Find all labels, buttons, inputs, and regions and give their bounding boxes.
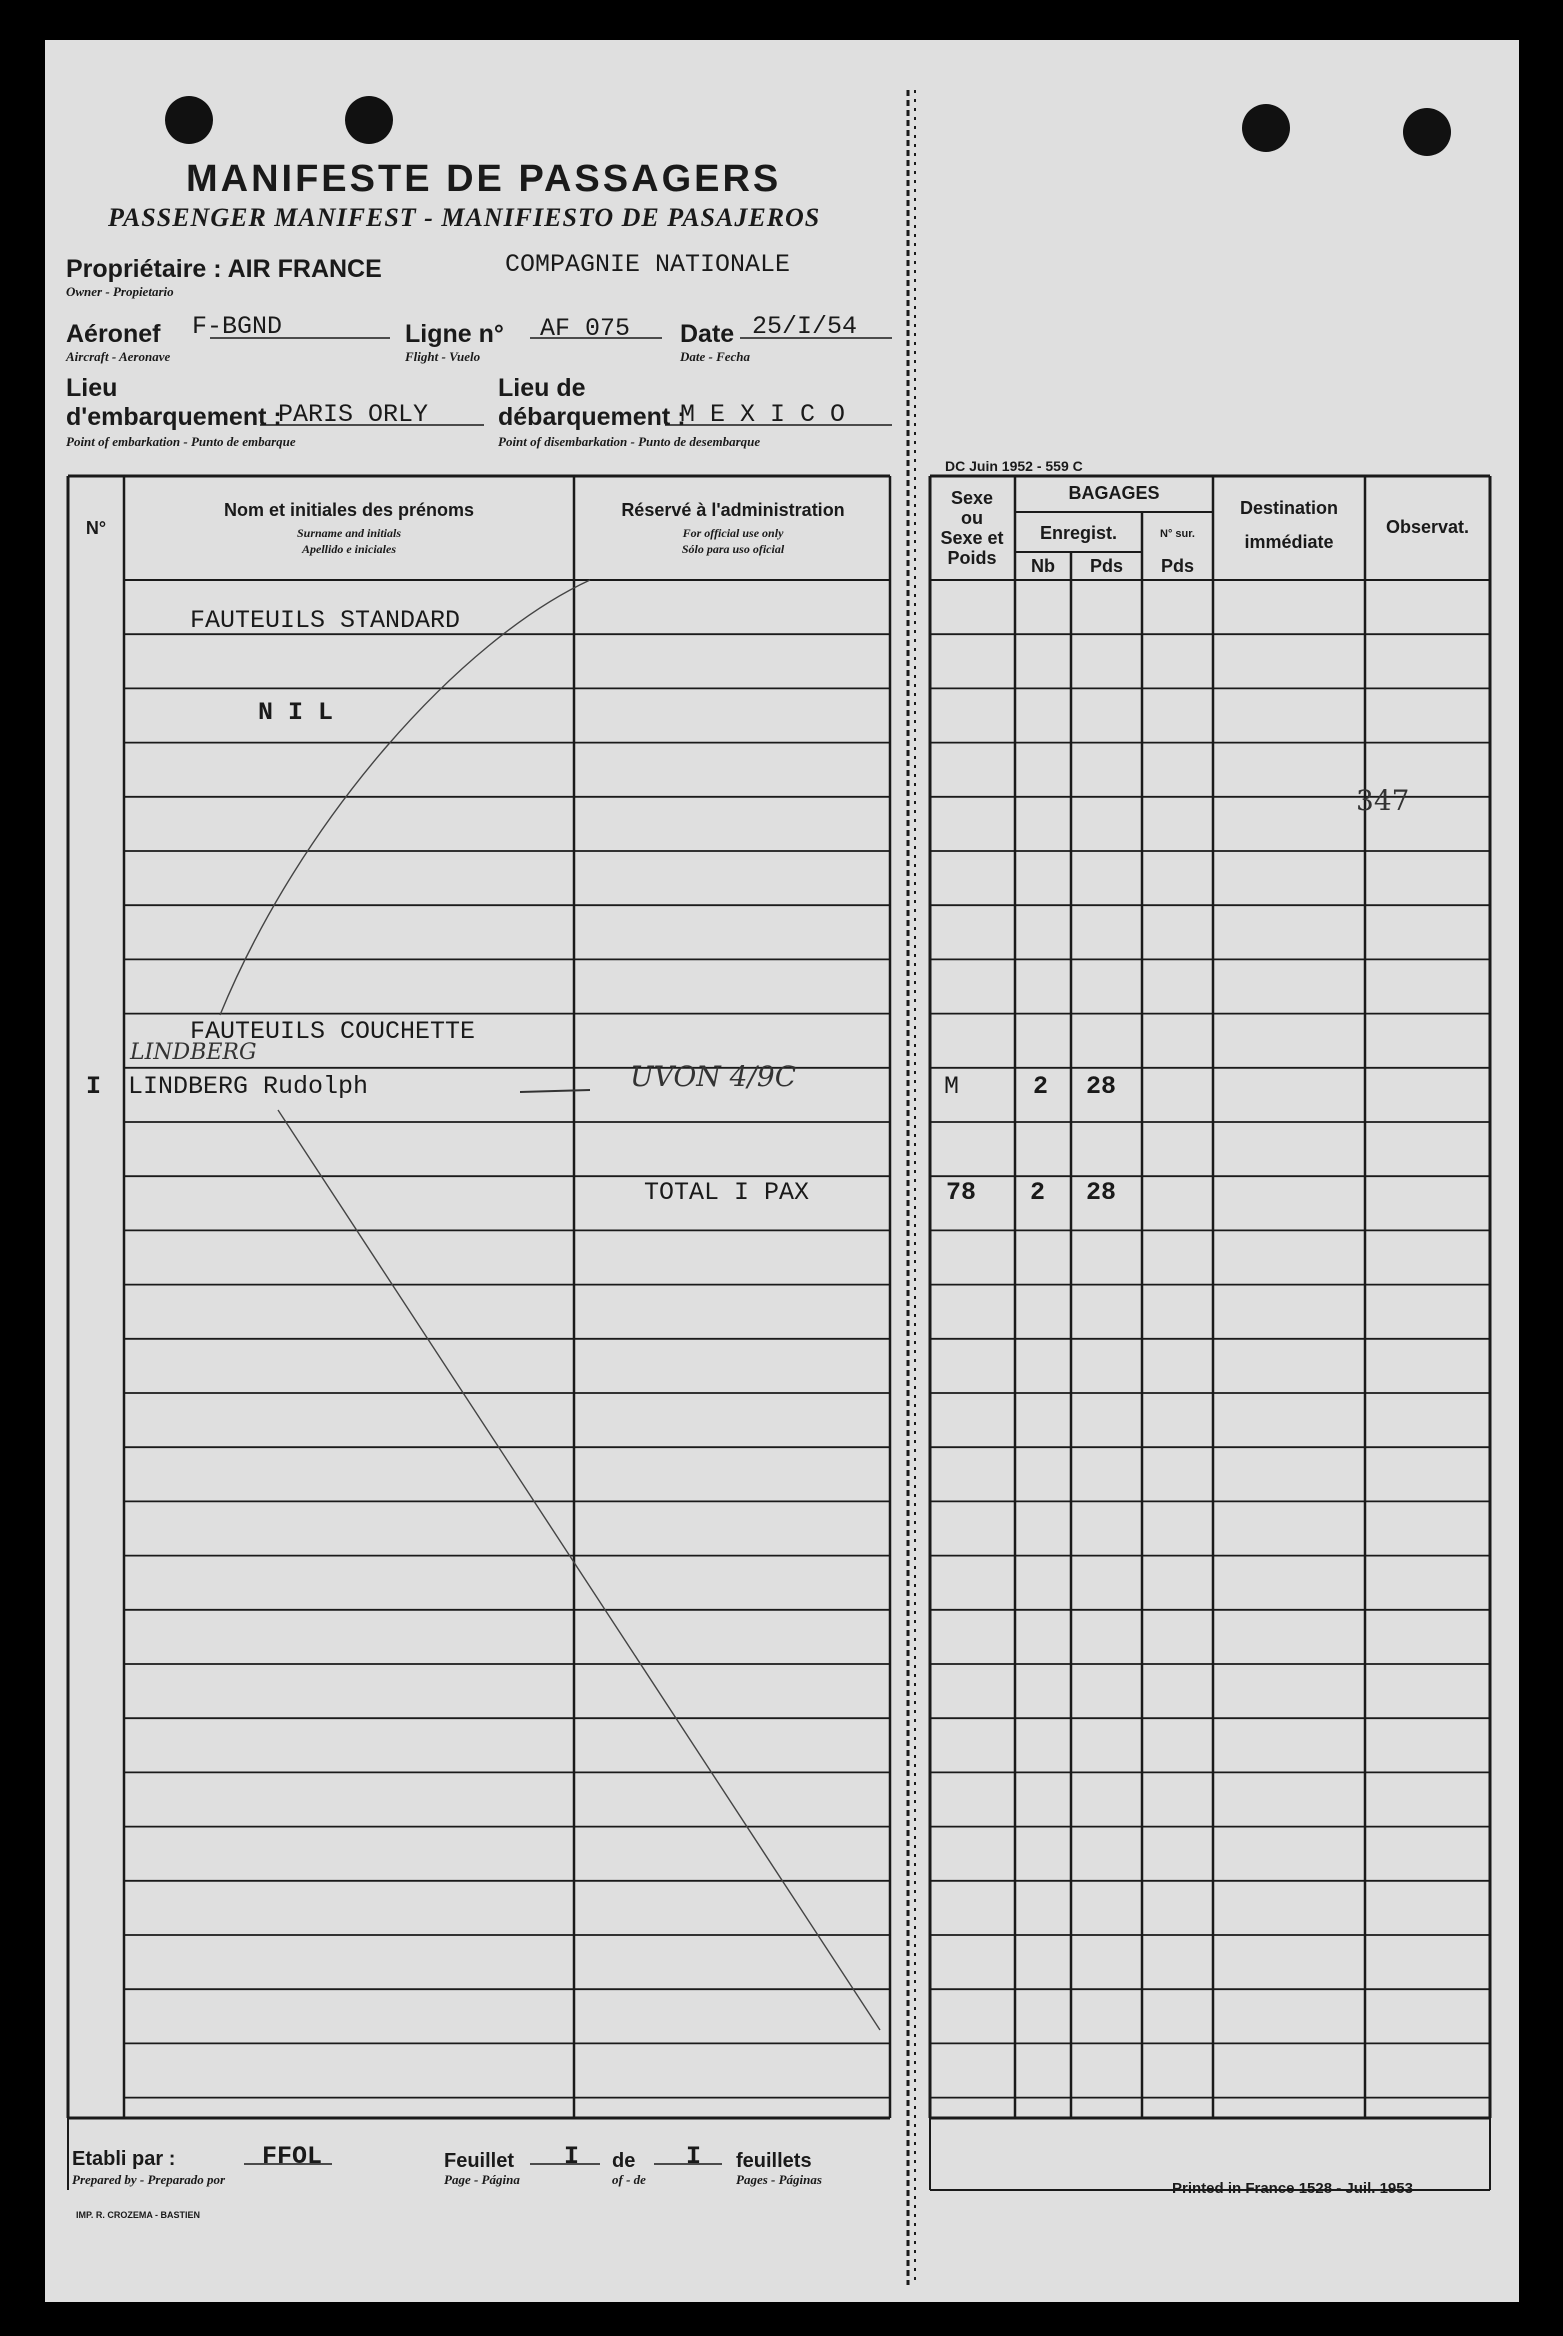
owner-sub: Owner - Propietario	[66, 284, 174, 299]
col-nb-header: Nb	[1031, 556, 1055, 576]
col-sex-2: ou	[961, 508, 983, 528]
total-bag-pds: 28	[1086, 1178, 1117, 1207]
form-title: MANIFESTE DE PASSAGERS	[186, 158, 782, 200]
flight-sub: Flight - Vuelo	[405, 349, 481, 364]
flight-label: Ligne n°	[405, 320, 504, 348]
section-couchette: FAUTEUILS COUCHETTE	[190, 1017, 476, 1046]
col-registered-header: Enregist.	[1039, 523, 1118, 543]
col-baggage-header: BAGAGES	[1068, 483, 1160, 503]
embark-label-2: d'embarquement :	[66, 403, 282, 431]
passenger-sex: M	[944, 1072, 960, 1101]
aircraft-value: F-BGND	[192, 312, 283, 341]
prepared-sub: Prepared by - Preparado por	[72, 2172, 226, 2187]
form-code: DC Juin 1952 - 559 C	[945, 458, 1083, 474]
printed-note: Printed in France 1528 - Juil. 1953	[1172, 2180, 1413, 2197]
printer-credit: IMP. R. CROZEMA - BASTIEN	[76, 2210, 201, 2220]
form-subtitle: PASSENGER MANIFEST - MANIFIESTO DE PASAJEROS	[108, 203, 821, 232]
of-value: I	[686, 2142, 702, 2171]
of-label: de	[612, 2150, 636, 2172]
passenger-bag-nb: 2	[1033, 1072, 1049, 1101]
col-admin-header: Réservé à l'administration	[621, 500, 845, 520]
col-admin-en: For official use only	[682, 526, 784, 540]
passenger-no: I	[86, 1072, 102, 1101]
date-value: 25/I/54	[752, 312, 858, 341]
total-label: TOTAL I PAX	[644, 1178, 810, 1207]
col-name-en: Surname and initials	[296, 526, 402, 540]
total-bag-nb: 2	[1030, 1178, 1046, 1207]
owner-value: COMPAGNIE NATIONALE	[505, 250, 791, 279]
passenger-name-correction: LINDBERG	[130, 1040, 257, 1065]
date-sub: Date - Fecha	[680, 349, 751, 364]
passenger-name: LINDBERG Rudolph	[128, 1072, 369, 1101]
admin-handwritten: UVON 4/9C	[630, 1060, 797, 1093]
pencil-dash	[520, 1090, 590, 1092]
nil-entry: N I L	[258, 698, 334, 727]
disembark-sub: Point of disembarkation - Punto de desembarque	[498, 434, 761, 449]
embark-value: PARIS ORLY	[278, 400, 429, 429]
of-sub: of - de	[612, 2172, 646, 2187]
col-destination-1: Destination	[1239, 498, 1338, 518]
sheet-label: Feuillet	[444, 2150, 515, 2172]
col-sex-4: Poids	[947, 548, 997, 568]
col-pds-header: Pds	[1089, 556, 1123, 576]
col-destination-2: immédiate	[1244, 532, 1334, 552]
embark-sub: Point of embarkation - Punto de embarque	[66, 434, 296, 449]
prepared-value: FFOL	[262, 2142, 323, 2171]
col-pds2-header: Pds	[1160, 556, 1194, 576]
disembark-label-1: Lieu de	[498, 374, 586, 402]
prepared-label: Etabli par :	[72, 2148, 176, 2170]
aircraft-label: Aéronef	[66, 320, 161, 348]
col-admin-es: Sólo para uso oficial	[681, 542, 785, 556]
embark-label-1: Lieu	[66, 374, 118, 402]
sheets-sub: Pages - Páginas	[736, 2172, 822, 2187]
col-sex-1: Sexe	[950, 488, 994, 508]
pencil-stroke	[278, 1110, 880, 2030]
disembark-value: M E X I C O	[680, 400, 846, 429]
total-weight: 78	[946, 1178, 977, 1207]
sheet-value: I	[564, 2142, 580, 2171]
sheets-label: feuillets	[736, 2150, 812, 2172]
sheet-sub: Page - Página	[444, 2172, 520, 2187]
section-standard: FAUTEUILS STANDARD	[190, 606, 461, 635]
passenger-bag-pds: 28	[1086, 1072, 1117, 1101]
col-no-header: N°	[85, 518, 107, 538]
remark-number: 347	[1356, 784, 1410, 817]
col-sex-3: Sexe et	[940, 528, 1004, 548]
aircraft-sub: Aircraft - Aeronave	[66, 349, 171, 364]
col-remarks-header: Observat.	[1385, 517, 1470, 537]
col-name-es: Apellido e iniciales	[302, 542, 396, 556]
col-name-header: Nom et initiales des prénoms	[223, 500, 475, 520]
col-unreg-header: N° sur.	[1160, 528, 1195, 540]
disembark-label-2: débarquement :	[498, 403, 686, 431]
owner-label: Propriétaire : AIR FRANCE	[66, 255, 382, 283]
date-label: Date	[680, 320, 735, 348]
flight-value: AF 075	[540, 314, 631, 343]
